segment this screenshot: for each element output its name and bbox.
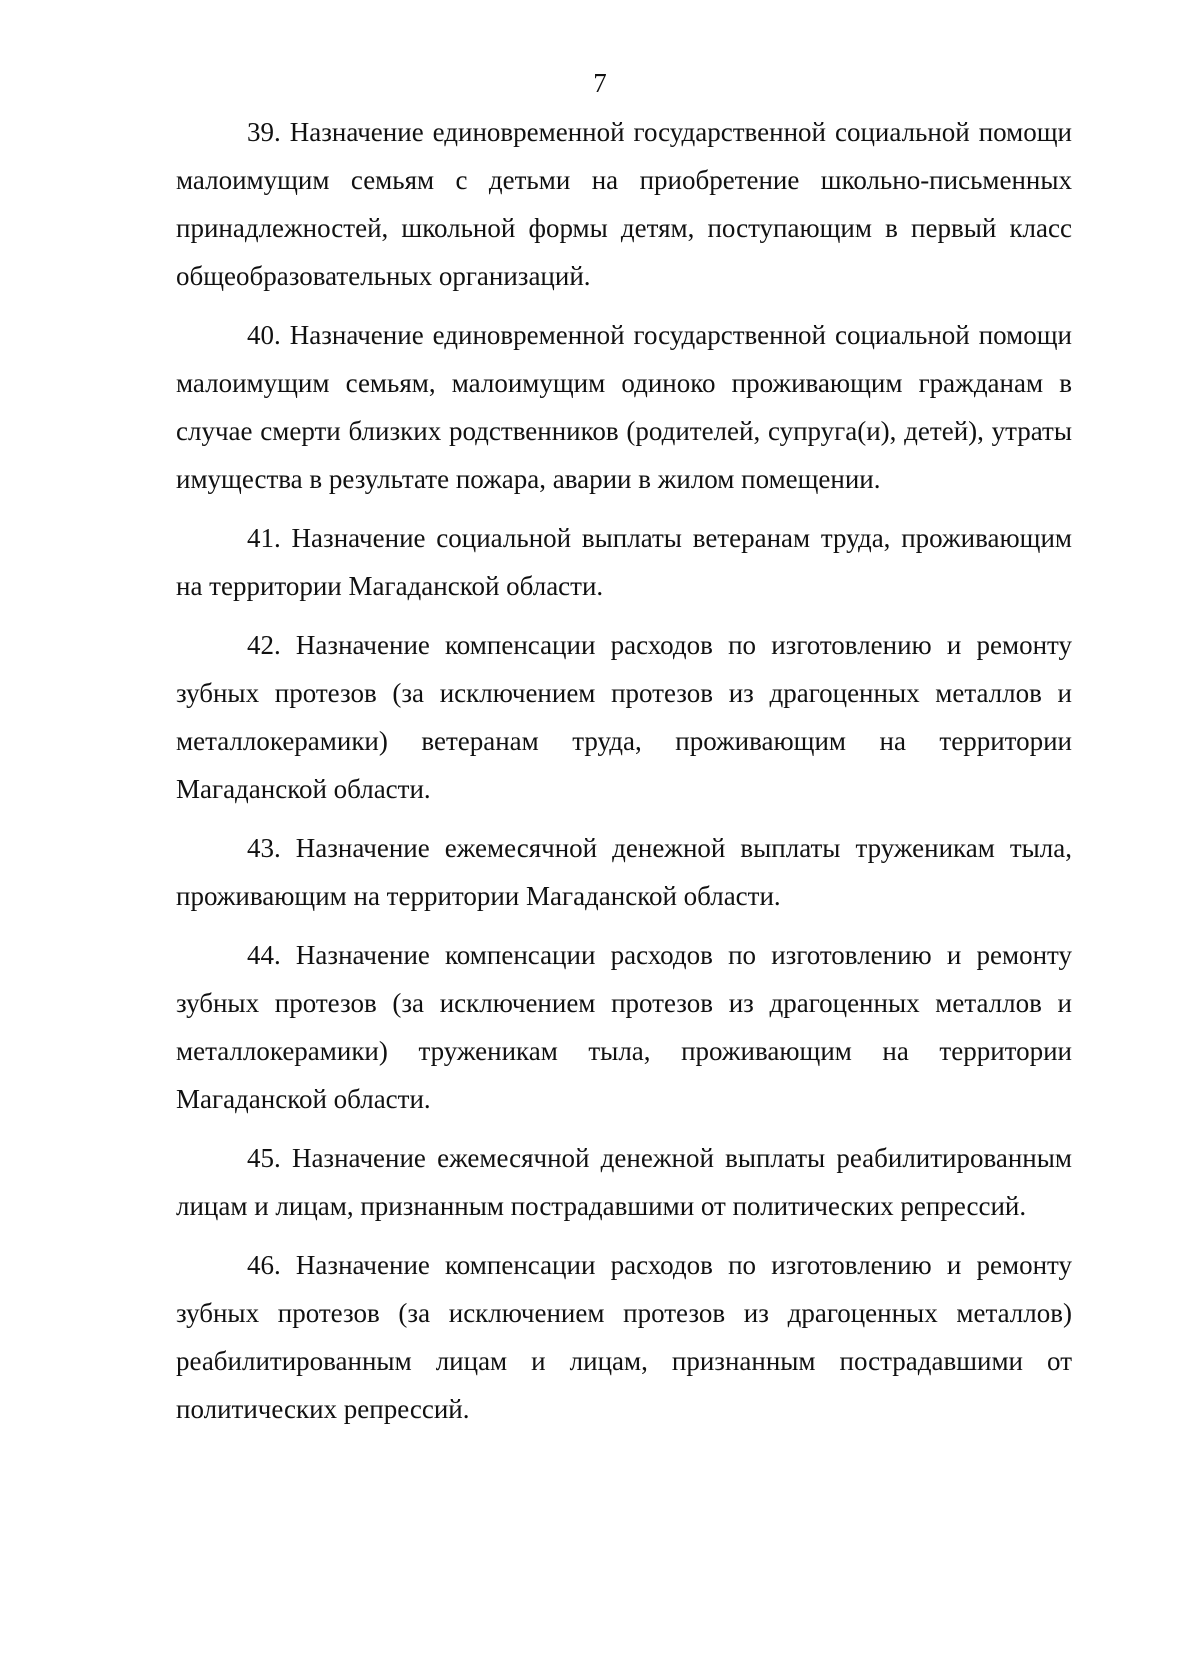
paragraph-42: 42. Назначение компенсации расходов по изготовлению и ремонту зубных протезов (за исключением протезов из драгоценных металлов и металлокерамики) ветеранам труда, проживающим на территории Магаданской области. xyxy=(176,630,1072,804)
document-body xyxy=(176,108,1072,1444)
paragraph-41: 41. Назначение социальной выплаты ветеранам труда, проживающим на территории Магаданской области. xyxy=(176,523,1072,601)
paragraph-44: 44. Назначение компенсации расходов по изготовлению и ремонту зубных протезов (за исключением протезов из драгоценных металлов и металлокерамики) труженикам тыла, проживающим на территории Магаданской области. xyxy=(176,940,1072,1114)
paragraph-40: 40. Назначение единовременной государственной социальной помощи малоимущим семьям, малоимущим одиноко проживающим гражданам в случае смерти близких родственников (родителей, супруга(и), детей), утраты имущества в результате пожара, аварии в жилом помещении. xyxy=(176,320,1072,494)
paragraph-39: 39. Назначение единовременной государственной социальной помощи малоимущим семьям с детьми на приобретение школьно-письменных принадлежностей, школьной формы детям, поступающим в первый класс общеобразовательных организаций. xyxy=(176,117,1072,291)
paragraph-45: 45. Назначение ежемесячной денежной выплаты реабилитированным лицам и лицам, признанным пострадавшими от политических репрессий. xyxy=(176,1143,1072,1221)
page-number: 7 xyxy=(593,68,607,98)
paragraph-43: 43. Назначение ежемесячной денежной выплаты труженикам тыла, проживающим на территории Магаданской области. xyxy=(176,833,1072,911)
paragraph-46: 46. Назначение компенсации расходов по изготовлению и ремонту зубных протезов (за исключением протезов из драгоценных металлов) реабилитированным лицам и лицам, признанным пострадавшими от политических репрессий. xyxy=(176,1250,1072,1424)
